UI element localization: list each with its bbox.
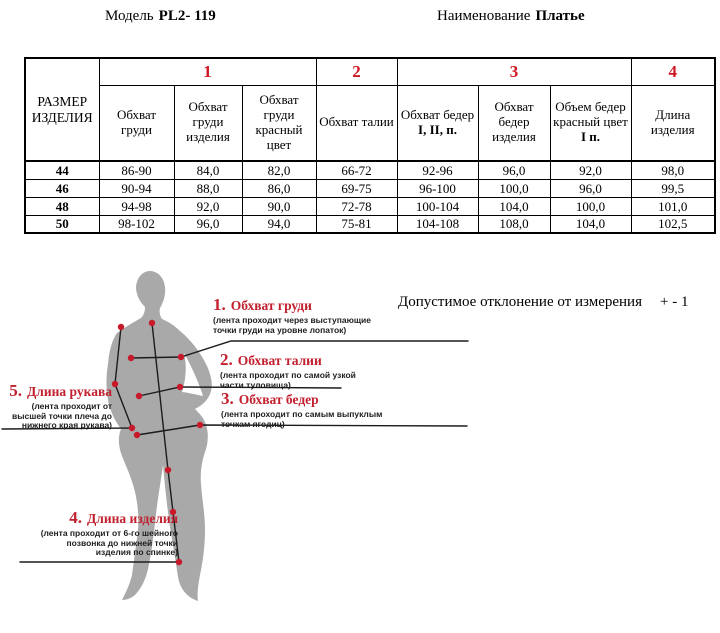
col-header-hips: Обхват бедер I, II, п. bbox=[397, 85, 478, 161]
product-name-value: Платье bbox=[535, 8, 585, 24]
col-header-waist: Обхват талии bbox=[316, 85, 397, 161]
measurement-figure-area bbox=[0, 255, 720, 633]
annotation-number: 5. bbox=[9, 381, 22, 400]
annotation-description: (лента проходит по самой узкой части туловища) bbox=[220, 370, 356, 390]
size-cell: 44 bbox=[25, 161, 99, 179]
annotation-description: (лента проходит от высшей точки плеча до нижнего края рукава) bbox=[12, 401, 112, 430]
col-header-length: Длина изделия bbox=[631, 85, 715, 161]
group-number-1: 1 bbox=[99, 58, 316, 85]
measurement-point-dot bbox=[176, 559, 182, 565]
measurement-point-dot bbox=[128, 355, 134, 361]
measurement-point-dot bbox=[177, 384, 183, 390]
annotation-garment-length bbox=[30, 508, 178, 558]
measurement-point-dot bbox=[197, 422, 203, 428]
model-field bbox=[105, 8, 216, 25]
table-header-row bbox=[25, 85, 715, 161]
size-cell: 46 bbox=[25, 179, 99, 197]
measurement-point-dot bbox=[134, 432, 140, 438]
measurement-point-dot bbox=[136, 393, 142, 399]
group-number-3: 3 bbox=[397, 58, 631, 85]
annotation-number: 1. bbox=[213, 295, 226, 314]
size-cell: 48 bbox=[25, 197, 99, 215]
annotation-number: 3. bbox=[221, 389, 234, 408]
annotation-number: 2. bbox=[220, 350, 233, 369]
measurement-point-dot bbox=[165, 467, 171, 473]
measurement-point-dot bbox=[118, 324, 124, 330]
col-header-hips-red: Объем бедер красный цвет I п. bbox=[550, 85, 631, 161]
deviation-label: Допустимое отклонение от измерения bbox=[398, 294, 642, 310]
measurement-point-dot bbox=[149, 320, 155, 326]
measurement-point-dot bbox=[129, 425, 135, 431]
group-number-4: 4 bbox=[631, 58, 715, 85]
size-table bbox=[24, 57, 716, 234]
deviation-note bbox=[398, 294, 688, 311]
annotation-description: (лента проходит от 6-го шейного позвонка до нижней точки изделия по спинке) bbox=[40, 528, 178, 557]
model-value: PL2- 119 bbox=[158, 8, 216, 24]
measurement-point-dot bbox=[112, 381, 118, 387]
annotation-title: Длина изделия bbox=[87, 511, 178, 526]
col-header-chest-red: Обхват груди красный цвет bbox=[242, 85, 316, 161]
annotation-waist bbox=[220, 350, 380, 390]
annotation-title: Обхват груди bbox=[230, 298, 312, 313]
col-header-chest: Обхват груди bbox=[99, 85, 174, 161]
table-row: 48 94-98 92,0 90,0 72-78 100-104 104,0 100,0 101,0 bbox=[25, 197, 715, 215]
table-row: 46 90-94 88,0 86,0 69-75 96-100 100,0 96,0 99,5 bbox=[25, 179, 715, 197]
product-name-field bbox=[437, 8, 585, 25]
table-row: 50 98-102 96,0 94,0 75-81 104-108 108,0 104,0 102,5 bbox=[25, 215, 715, 233]
corner-header-cell: РАЗМЕР ИЗДЕЛИЯ bbox=[25, 58, 99, 161]
annotation-title: Длина рукава bbox=[27, 384, 112, 399]
annotation-sleeve-length bbox=[2, 381, 112, 431]
col-header-chest-garment: Обхват груди изделия bbox=[174, 85, 242, 161]
annotation-title: Обхват бедер bbox=[238, 392, 319, 407]
deviation-value: + - 1 bbox=[659, 294, 689, 310]
annotation-chest bbox=[213, 295, 391, 335]
annotation-description: (лента проходит по самым выпуклым точкам ягодиц) bbox=[221, 409, 383, 429]
model-label: Модель bbox=[105, 8, 154, 24]
col-header-hips-garment: Обхват бедер изделия bbox=[478, 85, 550, 161]
group-number-2: 2 bbox=[316, 58, 397, 85]
measurement-point-dot bbox=[178, 354, 184, 360]
annotation-title: Обхват талии bbox=[237, 353, 322, 368]
table-group-row bbox=[25, 58, 715, 85]
product-name-label: Наименование bbox=[437, 8, 531, 24]
annotation-hips bbox=[221, 389, 401, 429]
annotation-description: (лента проходит через выступающие точки груди на уровне лопаток) bbox=[213, 315, 372, 335]
size-cell: 50 bbox=[25, 215, 99, 233]
table-row: 44 86-90 84,0 82,0 66-72 92-96 96,0 92,0 98,0 bbox=[25, 161, 715, 179]
annotation-number: 4. bbox=[69, 508, 83, 527]
